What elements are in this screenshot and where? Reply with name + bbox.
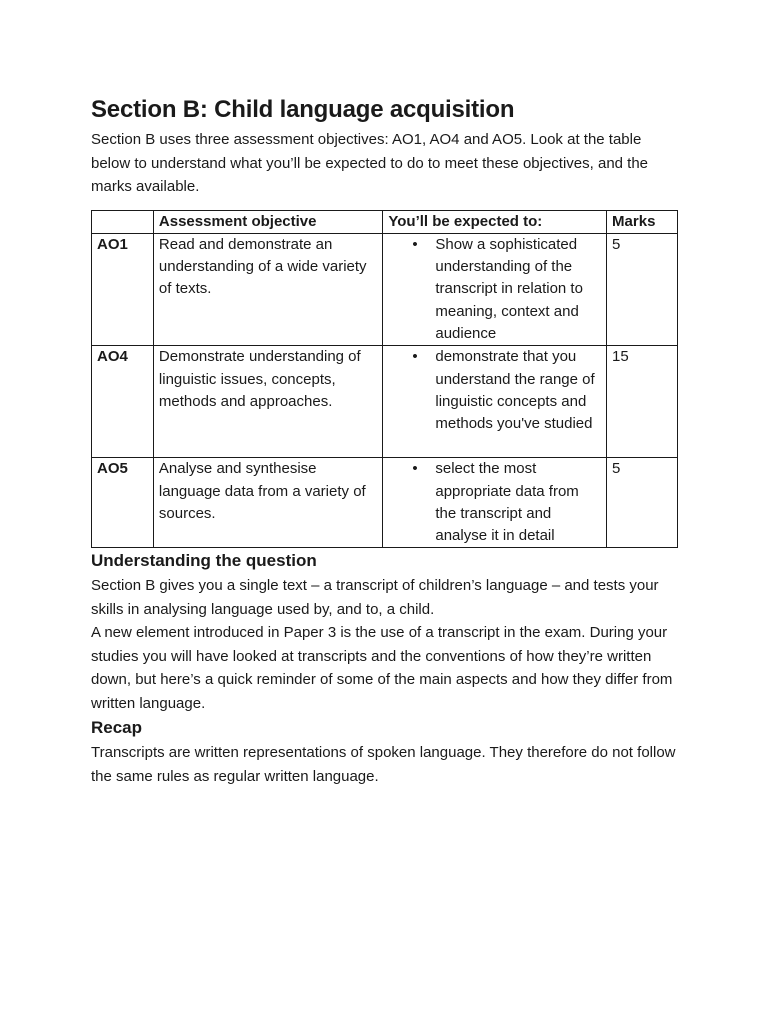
bullet-icon: • xyxy=(412,235,418,253)
table-row xyxy=(92,233,678,345)
expected-cell xyxy=(383,458,607,548)
assessment-objectives-table xyxy=(91,210,678,549)
expected-list xyxy=(388,346,601,435)
expected-text: Show a sophisticated understanding of the transcript in relation to meaning, context and audience xyxy=(435,235,583,342)
page-title: Section B: Child language acquisition xyxy=(91,96,515,123)
expected-text: demonstrate that you understand the range of linguistic concepts and methods you've studied xyxy=(435,348,595,433)
expected-cell xyxy=(383,346,607,458)
marks-cell: 5 xyxy=(607,233,678,345)
objective-cell: Demonstrate understanding of linguistic issues, concepts, methods and approaches. xyxy=(153,346,382,458)
header-code xyxy=(92,210,154,233)
understanding-paragraph-2: A new element introduced in Paper 3 is the use of a transcript in the exam. During your studies you will have looked at transcripts and the conventions of how they’re written down, but here’s a quick reminder of some of the main aspects and how they differ from written language. xyxy=(91,624,673,712)
intro-paragraph: Section B uses three assessment objectives: AO1, AO4 and AO5. Look at the table below to understand what you’ll be expected to do to meet these objectives, and the marks available. xyxy=(91,131,649,195)
understanding-heading: Understanding the question xyxy=(91,551,317,571)
header-marks: Marks xyxy=(607,210,678,233)
marks-cell: 5 xyxy=(607,458,678,548)
list-item xyxy=(388,458,601,547)
document-page xyxy=(91,92,681,788)
expected-list xyxy=(388,458,601,547)
table-row xyxy=(92,346,678,458)
objective-cell: Read and demonstrate an understanding of a wide variety of texts. xyxy=(153,233,382,345)
understanding-paragraph-1: Section B gives you a single text – a transcript of children’s language – and tests your skills in analysing language used by, and to, a child. xyxy=(91,577,659,618)
header-expected: You’ll be expected to: xyxy=(383,210,607,233)
marks-cell: 15 xyxy=(607,346,678,458)
table-row xyxy=(92,458,678,548)
recap-paragraph: Transcripts are written representations of spoken language. They therefore do not follow the same rules as regular written language. xyxy=(91,744,676,785)
expected-cell xyxy=(383,233,607,345)
ao-code-cell: AO5 xyxy=(92,458,154,548)
expected-list xyxy=(388,234,601,345)
recap-heading: Recap xyxy=(91,718,143,738)
bullet-icon: • xyxy=(412,460,418,478)
list-item xyxy=(388,234,601,345)
bullet-icon: • xyxy=(412,348,418,366)
expected-text: select the most appropriate data from the transcript and analyse it in detail xyxy=(435,460,579,545)
objective-cell: Analyse and synthesise language data from a variety of sources. xyxy=(153,458,382,548)
header-objective: Assessment objective xyxy=(153,210,382,233)
ao-code-cell: AO1 xyxy=(92,233,154,345)
ao-code-cell: AO4 xyxy=(92,346,154,458)
table-header-row xyxy=(92,210,678,233)
list-item xyxy=(388,346,601,435)
